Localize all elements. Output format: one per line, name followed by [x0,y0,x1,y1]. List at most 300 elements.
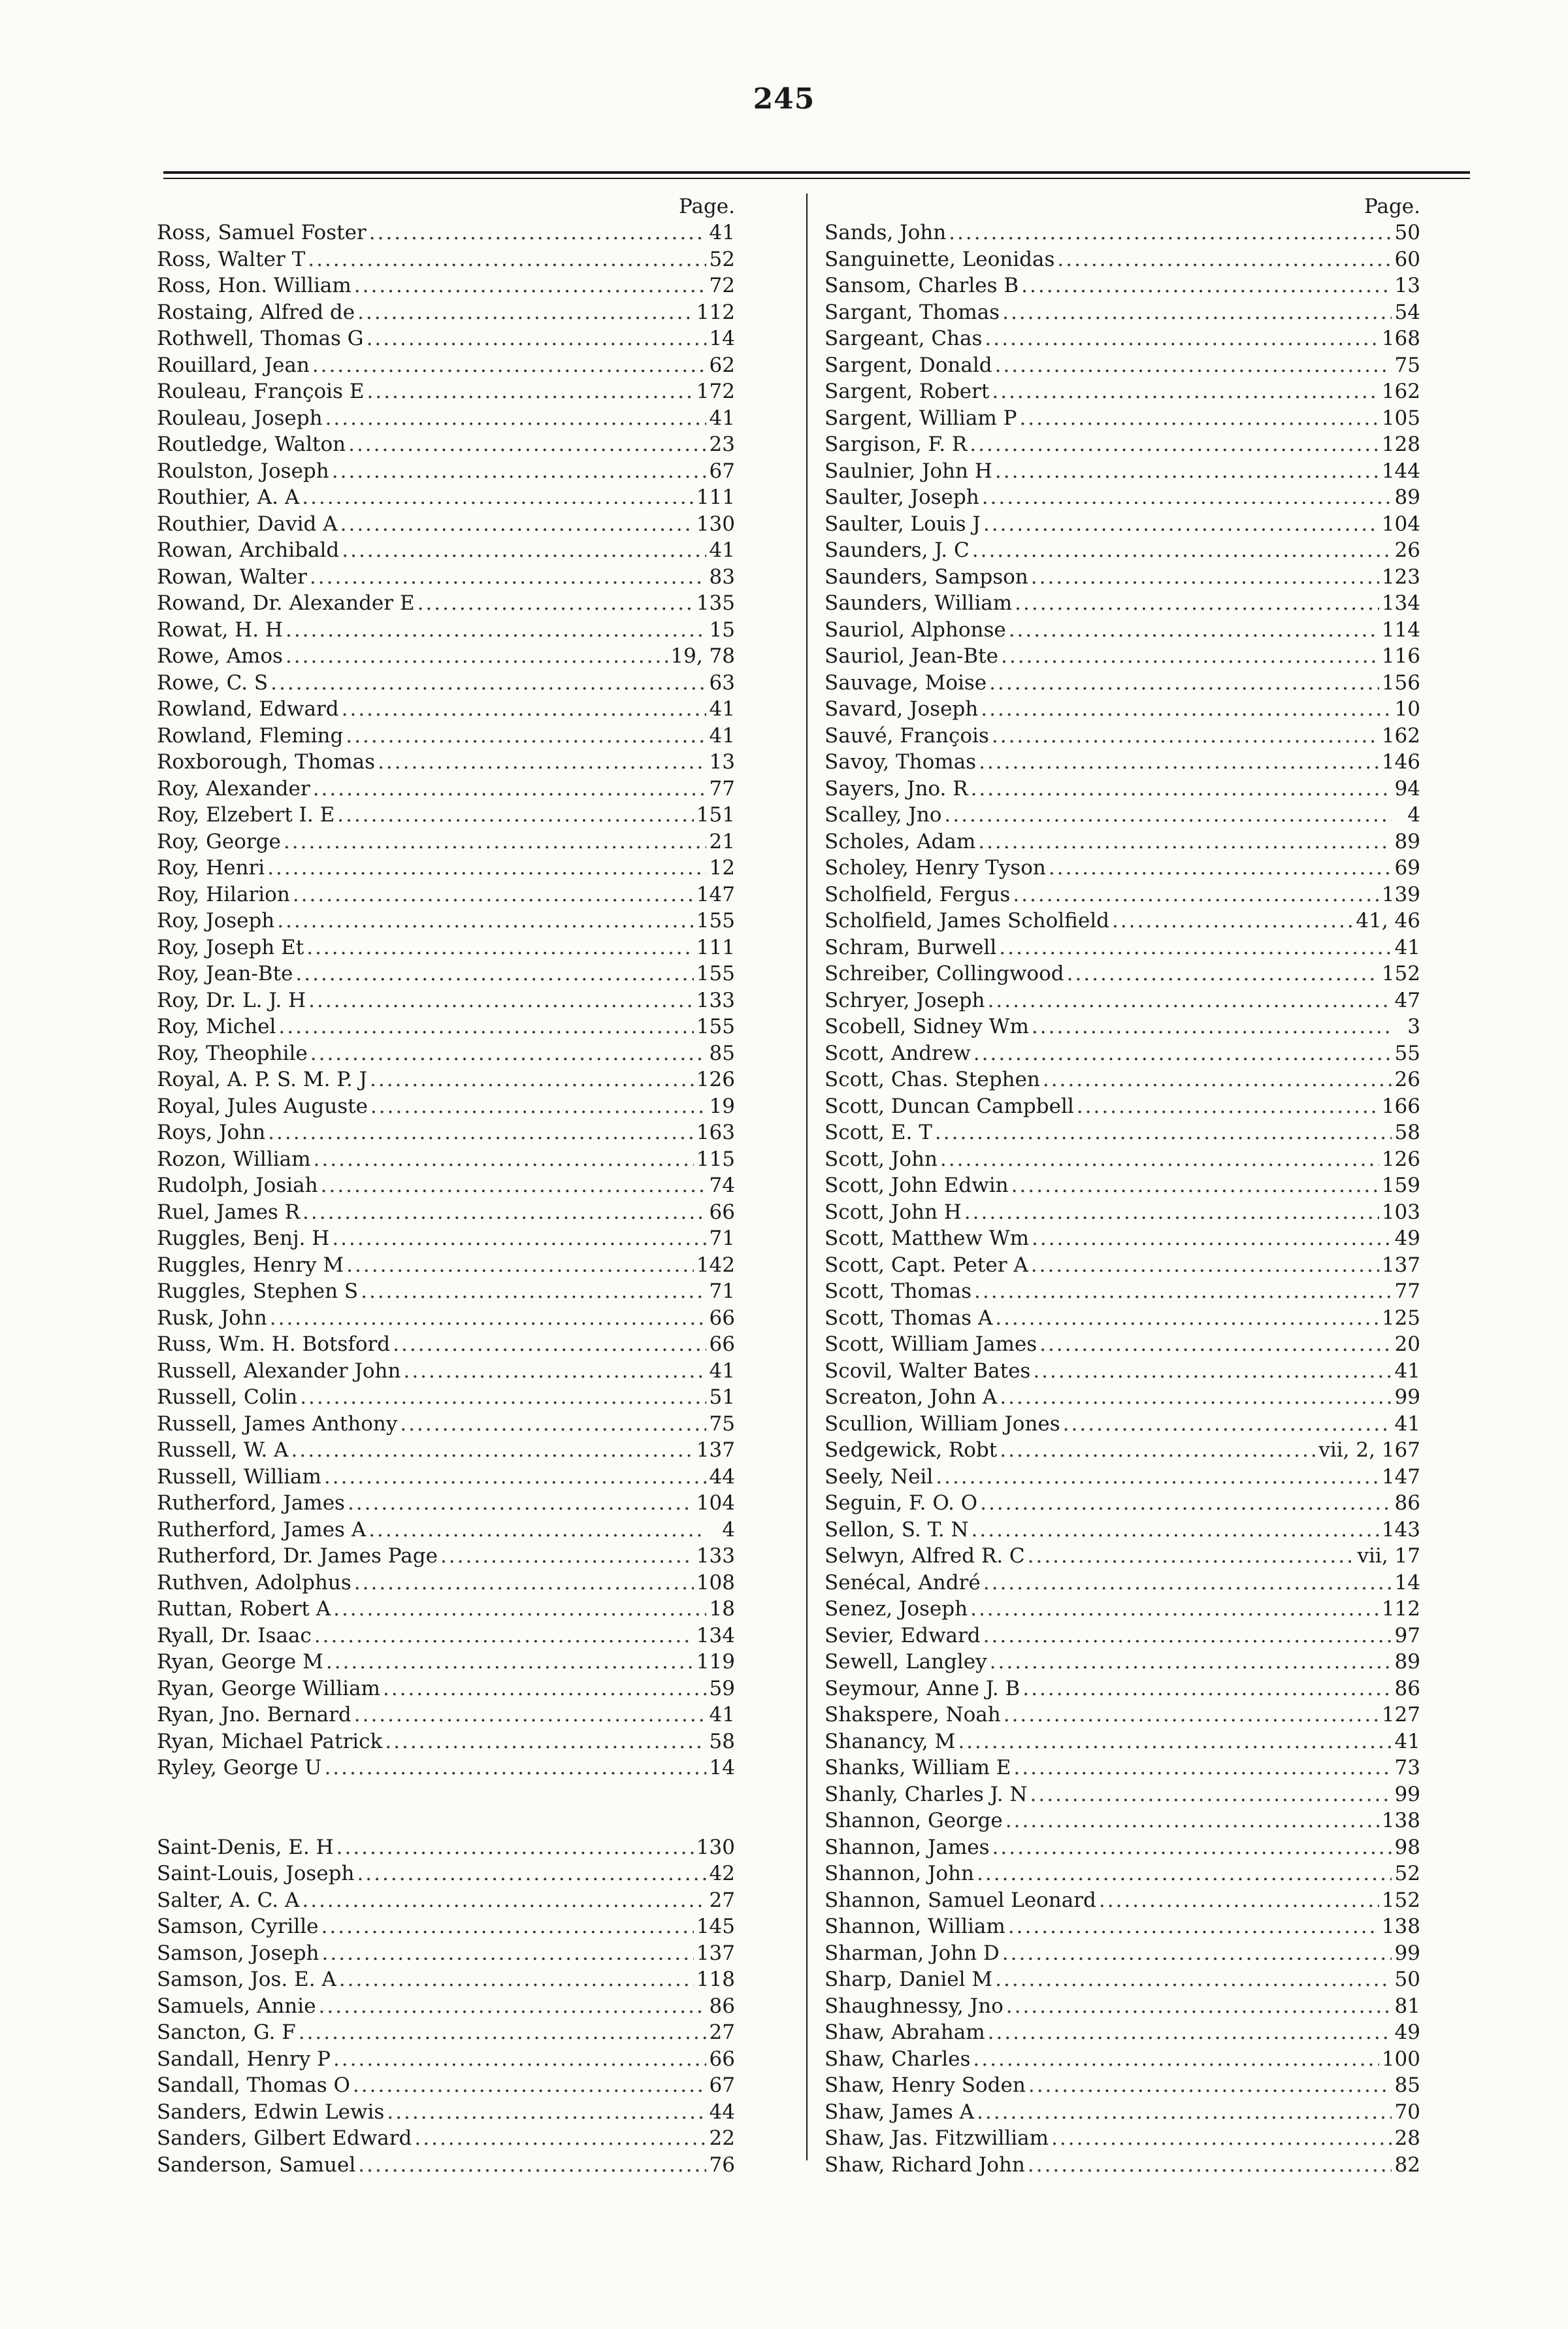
entry-name: Sharp, Daniel M [825,1968,993,1991]
dot-leader [336,1834,694,1861]
dot-leader [267,855,706,882]
dot-leader [981,696,1392,723]
entry-name: Selwyn, Alfred R. C [825,1544,1025,1568]
dot-leader [332,458,706,485]
entry-page: 54 [1394,300,1420,324]
dot-leader [992,1834,1392,1861]
dot-leader [385,1728,706,1755]
index-entry [157,1014,735,1040]
entry-page: 41 [1394,935,1420,959]
dot-leader [370,1093,706,1120]
entry-page: 76 [709,2153,735,2177]
dot-leader [270,670,706,697]
index-entry [825,1834,1420,1861]
entry-page: 4 [722,1517,735,1542]
entry-page: 127 [1381,1703,1420,1726]
entry-page: 89 [1394,829,1420,853]
entry-page: 155 [696,1015,735,1038]
entry-name: Saunders, Sampson [825,565,1028,589]
entry-page: 51 [709,1385,735,1409]
dot-leader [1002,299,1392,326]
section-gap [157,1781,735,1834]
entry-page: 21 [709,829,735,853]
dot-leader [306,934,694,961]
entry-page: 74 [709,1174,735,1197]
entry-page: 71 [709,1227,735,1250]
dot-leader [361,1278,706,1305]
entry-page: 49 [1394,1227,1420,1250]
dot-leader [268,1119,694,1146]
index-entry [825,590,1420,617]
entry-page: 147 [696,882,735,906]
entry-name: Saulter, Louis J [825,512,981,536]
dot-leader [1112,908,1353,934]
entry-name: Sargent, Donald [825,353,992,377]
dot-leader [1028,2152,1392,2179]
entry-page: 41 [709,221,735,244]
dot-leader [302,1199,706,1226]
entry-page: 130 [696,1835,735,1859]
index-entry [157,934,735,961]
entry-page: 86 [709,1994,735,2018]
dot-leader [1013,1755,1392,1781]
entry-page: 66 [709,1306,735,1330]
entry-name: Schram, Burwell [825,935,997,959]
entry-page: 134 [696,1623,735,1647]
index-entry [825,696,1420,723]
index-entry [825,1966,1420,1993]
index-entry [157,1543,735,1570]
index-entry [825,1781,1420,1808]
dot-leader [1002,1940,1392,1967]
index-entry [157,405,735,432]
index-entry [825,458,1420,485]
entry-page: vii, 17 [1357,1544,1420,1568]
entry-page: 15 [709,618,735,642]
entry-page: 66 [709,1332,735,1356]
entry-name: Roy, Elzebert I. E [157,803,335,827]
entry-name: Sancton, G. F [157,2021,296,2044]
entry-page: 27 [709,2021,735,2044]
entry-name: Roy, Alexander [157,776,310,801]
entry-page: 115 [696,1147,735,1171]
entry-name: Shaw, James A [825,2100,975,2124]
dot-leader [971,776,1392,802]
entry-name: Roy, Hilarion [157,882,290,906]
entry-page: 105 [1381,406,1420,430]
index-entry [825,273,1420,299]
entry-page: 85 [1394,2073,1420,2097]
dot-leader [974,1278,1392,1305]
entry-name: Scott, Andrew [825,1041,971,1065]
entry-name: Scott, John Edwin [825,1174,1009,1197]
entry-name: Ryan, Jno. Bernard [157,1703,351,1726]
index-entry [157,749,735,776]
dot-leader [286,617,706,644]
dot-leader [1043,1066,1392,1093]
dot-leader [1004,1702,1379,1728]
entry-name: Scholes, Adam [825,829,976,853]
entry-page: 138 [1381,1915,1420,1938]
index-entry [157,431,735,458]
entry-name: Sayers, Jno. R [825,776,968,801]
index-entry [157,1437,735,1464]
entry-name: Royal, A. P. S. M. P. J [157,1068,368,1091]
entry-name: Ross, Hon. William [157,274,351,297]
dot-leader [977,2099,1392,2126]
entry-page: 152 [1381,962,1420,985]
entry-page: 86 [1394,1676,1420,1700]
entry-page: 19 [709,1094,735,1118]
dot-leader [1099,1887,1379,1914]
entry-name: Roys, John [157,1121,266,1144]
index-entry [157,1199,735,1226]
index-entry [825,1278,1420,1305]
dot-leader [417,590,694,617]
index-entry [157,723,735,750]
entry-page: 50 [1394,1968,1420,1991]
index-entry [157,299,735,326]
dot-leader [1039,1331,1392,1358]
index-entry [157,1728,735,1755]
entry-page: 72 [709,274,735,297]
entry-name: Ryan, George M [157,1650,323,1674]
entry-name: Sauriol, Alphonse [825,618,1006,642]
entry-page: 41, 46 [1356,909,1420,933]
entry-page: 97 [1394,1623,1420,1647]
dot-leader [354,1570,694,1596]
dot-leader [302,484,694,511]
entry-name: Roy, Michel [157,1015,276,1038]
dot-leader [1031,564,1379,591]
entry-name: Scott, Thomas [825,1280,972,1303]
dot-leader [1021,273,1392,299]
entry-name: Russell, Colin [157,1385,298,1409]
entry-name: Rowand, Dr. Alexander E [157,591,415,615]
entry-name: Scholey, Henry Tyson [825,856,1046,880]
entry-name: Senécal, André [825,1570,981,1594]
index-entry [157,1570,735,1596]
entry-page: 69 [1394,856,1420,880]
dot-leader [440,1543,694,1570]
entry-name: Rowland, Edward [157,697,339,721]
entry-page: 86 [1394,1491,1420,1515]
index-entry [157,1066,735,1093]
entry-name: Sauvé, François [825,723,989,748]
index-entry [157,2046,735,2073]
index-entry [825,1172,1420,1199]
index-entry [825,484,1420,511]
entry-name: Routhier, A. A [157,486,300,509]
entry-name: Scalley, Jno [825,803,942,827]
dot-leader [277,908,694,934]
dot-leader [370,1066,694,1093]
dot-leader [1028,2072,1392,2099]
dot-leader [1013,882,1379,908]
index-entry [825,220,1420,246]
index-entry [825,1676,1420,1702]
entry-page: 143 [1381,1517,1420,1542]
entry-page: 58 [1394,1121,1420,1144]
entry-name: Scott, William James [825,1332,1037,1356]
dot-leader [284,829,706,855]
entry-page: 94 [1394,776,1420,801]
index-entry [157,1596,735,1623]
index-entry [157,1252,735,1279]
entry-page: 172 [696,380,735,403]
dot-leader [368,1517,706,1544]
dot-leader [367,325,706,352]
dot-leader [1049,855,1392,882]
dot-leader [977,1860,1392,1887]
entry-page: 28 [1394,2126,1420,2150]
dot-leader [348,431,706,458]
index-entry [825,1543,1420,1570]
entry-name: Sauvage, Moise [825,670,987,695]
entry-page: 85 [709,1041,735,1065]
entry-name: Sandall, Thomas O [157,2073,350,2097]
index-entry [825,1225,1420,1252]
dot-leader [970,431,1379,458]
dot-leader [321,1172,706,1199]
index-entry [157,882,735,908]
index-entry [825,1066,1420,1093]
entry-name: Sargant, Thomas [825,300,1000,324]
entry-name: Shannon, George [825,1809,1003,1832]
entry-name: Schryer, Joseph [825,988,985,1012]
entry-page: 128 [1381,433,1420,456]
dot-leader [1011,1172,1379,1199]
index-entry [825,1305,1420,1332]
dot-leader [992,378,1379,405]
dot-leader [312,352,706,379]
dot-leader [333,2046,706,2073]
index-entry [157,590,735,617]
entry-page: 41 [709,406,735,430]
index-entry [825,2019,1420,2046]
index-entry [157,564,735,591]
entry-page: 13 [709,750,735,774]
index-entry [825,1755,1420,1781]
dot-leader [270,1305,706,1332]
entry-page: 50 [1394,221,1420,244]
entry-page: 112 [696,300,735,324]
index-entry [825,1490,1420,1517]
entry-name: Rutherford, Dr. James Page [157,1544,438,1568]
index-entry [157,1913,735,1940]
entry-page: 44 [709,2100,735,2124]
entry-page: 118 [696,1968,735,1991]
column-divider [806,193,808,2160]
entry-name: Samuels, Annie [157,1994,316,2018]
index-entry [157,511,735,538]
entry-page: 14 [1394,1570,1420,1594]
index-entry [157,1093,735,1120]
dot-leader [973,2046,1379,2073]
dot-leader [995,352,1392,379]
entry-page: 73 [1394,1756,1420,1779]
entry-page: 19, 78 [670,644,735,668]
entry-page: 126 [1381,1147,1420,1171]
index-entry [825,325,1420,352]
entry-page: 41 [709,1359,735,1383]
index-entry [157,2099,735,2126]
dot-leader [354,1702,706,1728]
entry-page: 138 [1381,1809,1420,1832]
dot-leader [995,1305,1379,1332]
index-entry [825,1860,1420,1887]
entry-name: Ryley, George U [157,1756,322,1779]
entry-page: 168 [1381,327,1420,350]
entry-page: 27 [709,1888,735,1912]
index-entry [825,1596,1420,1623]
entry-name: Saulnier, John H [825,459,992,483]
index-entry [825,829,1420,855]
entry-name: Roulston, Joseph [157,459,329,483]
index-entry [825,2125,1420,2152]
entry-name: Sanderson, Samuel [157,2153,356,2177]
entry-page: 104 [1381,512,1420,536]
index-entry [157,1966,735,1993]
entry-page: 135 [696,591,735,615]
dot-leader [400,1411,706,1438]
entry-name: Scobell, Sidney Wm [825,1015,1029,1038]
dot-leader [369,220,706,246]
dot-leader [313,776,706,802]
entry-name: Shannon, John [825,1862,974,1885]
entry-name: Scullion, William Jones [825,1412,1060,1436]
entry-page: 103 [1381,1200,1420,1224]
entry-name: Sanguinette, Leonidas [825,247,1055,271]
index-entry [157,1278,735,1305]
dot-leader [995,458,1379,485]
index-entry [825,987,1420,1014]
entry-name: Ryan, George William [157,1676,380,1700]
entry-page: 159 [1381,1174,1420,1197]
entry-name: Ruel, James R [157,1200,301,1224]
entry-name: Rutherford, James A [157,1517,367,1542]
entry-page: 13 [1394,274,1420,297]
dot-leader [403,1358,706,1385]
entry-page: 125 [1381,1306,1420,1330]
dot-leader [940,1146,1379,1173]
entry-name: Sargent, Robert [825,380,990,403]
entry-name: Shaughnessy, Jno [825,1994,1004,2018]
entry-page: 162 [1381,723,1420,748]
entry-name: Russell, James Anthony [157,1412,398,1436]
dot-leader [314,1146,694,1173]
entry-page: 166 [1381,1094,1420,1118]
entry-page: 137 [696,1941,735,1965]
index-entry [157,670,735,697]
index-entry [825,643,1420,670]
entry-page: 77 [1394,1280,1420,1303]
index-entry [157,1358,735,1385]
index-entry [825,431,1420,458]
index-entry [825,1384,1420,1411]
entry-name: Saint-Denis, E. H [157,1835,334,1859]
index-entry [157,1517,735,1544]
entry-page: 67 [709,459,735,483]
entry-name: Sharman, John D [825,1941,1000,1965]
dot-leader [333,1596,706,1623]
dot-leader [337,802,694,829]
entry-name: Russell, Alexander John [157,1359,401,1383]
entry-page: vii, 2, 167 [1318,1438,1420,1462]
entry-page: 49 [1394,2021,1420,2044]
entry-page: 41 [1394,1729,1420,1753]
dot-leader [358,2152,706,2179]
entry-name: Scott, E. T [825,1121,932,1144]
entry-name: Saunders, William [825,591,1013,615]
entry-page: 111 [696,935,735,959]
entry-page: 89 [1394,486,1420,509]
dot-leader [348,1490,694,1517]
dot-leader [321,1913,694,1940]
entry-name: Scott, Duncan Campbell [825,1094,1074,1118]
dot-leader [990,1649,1392,1676]
index-entry [157,776,735,802]
index-entry [825,1940,1420,1967]
entry-name: Scott, John [825,1147,938,1171]
index-entry [157,855,735,882]
dot-leader [970,1596,1379,1623]
index-entry [157,987,735,1014]
entry-name: Scott, Chas. Stephen [825,1068,1040,1091]
index-entry [157,1623,735,1649]
entry-page: 144 [1381,459,1420,483]
dot-leader [999,934,1392,961]
dot-leader [983,1570,1392,1596]
index-entry [825,1728,1420,1755]
index-entry [157,1225,735,1252]
index-entry [825,405,1420,432]
entry-page: 114 [1381,618,1420,642]
index-entry [157,1676,735,1702]
dot-leader [414,2125,706,2152]
entry-page: 83 [709,565,735,589]
entry-name: Sauriol, Jean-Bte [825,644,998,668]
entry-page: 130 [696,512,735,536]
entry-page: 70 [1394,2100,1420,2124]
entry-name: Scovil, Walter Bates [825,1359,1031,1383]
entry-page: 58 [709,1729,735,1753]
entry-name: Salter, A. C. A [157,1888,300,1912]
index-entry [157,246,735,273]
entry-page: 152 [1381,1888,1420,1912]
dot-leader [988,987,1392,1014]
index-entry [825,2072,1420,2099]
right-column [825,193,1420,2178]
dot-leader [1028,1543,1355,1570]
entry-name: Rostaing, Alfred de [157,300,355,324]
entry-name: Shanly, Charles J. N [825,1782,1028,1806]
entry-page: 66 [709,2047,735,2071]
dot-leader [286,643,668,670]
dot-leader [949,220,1392,246]
entry-name: Shanancy, M [825,1729,956,1753]
entry-page: 41 [709,538,735,562]
entry-name: Roy, Theophile [157,1041,308,1065]
index-entry [157,325,735,352]
entry-page: 52 [709,247,735,271]
index-entry [825,1623,1420,1649]
index-entry [825,670,1420,697]
entry-page: 142 [696,1253,735,1277]
dot-leader [308,246,706,273]
dot-leader [367,378,694,405]
entry-page: 62 [709,353,735,377]
